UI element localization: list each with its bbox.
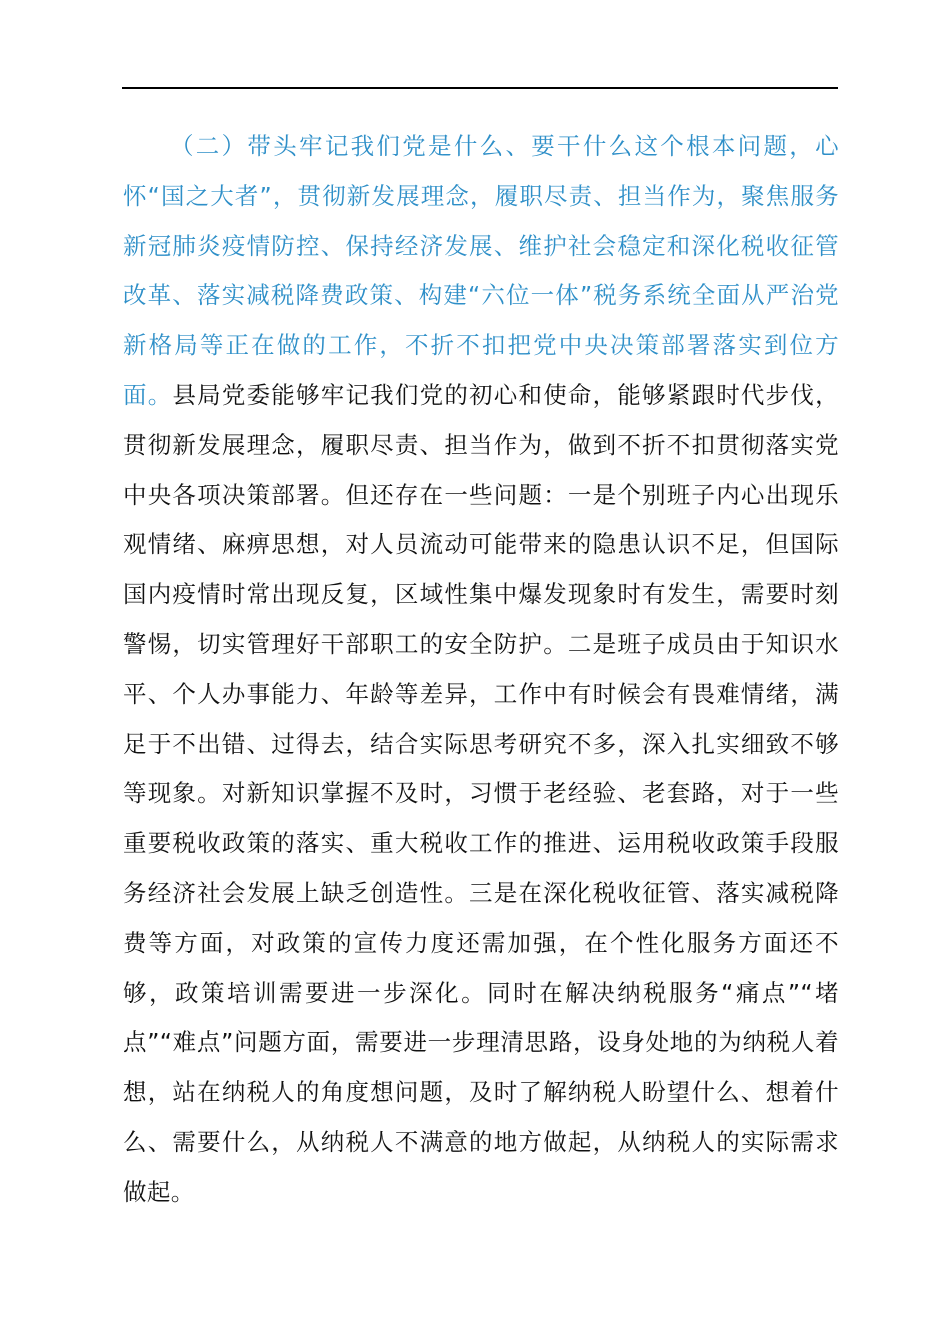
paragraph-body: 县局党委能够牢记我们党的初心和使命，能够紧跟时代步伐，贯彻新发展理念，履职尽责、担当作为，做到不折不扣贯彻落实党中央各项决策部署。但还存在一些问题：一是个别班子内心出现乐观情绪、麻痹思想，对人员流动可能带来的隐患认识不足，但国际国内疫情时常出现反复，区域性集中爆发现象时有发生，需要时刻警惕，切实管理好干部职工的安全防护。二是班子成员由于知识水平、个人办事能力、年龄等差异，工作中有时候会有畏难情绪，满足于不出错、过得去，结合实际思考研究不多，深入扎实细致不够等现象。对新知识掌握不及时，习惯于老经验、老套路，对于一些重要税收政策的落实、重大税收工作的推进、运用税收政策手段服务经济社会发展上缺乏创造性。三是在深化税收征管、落实减税降费等方面，对政策的宣传力度还需加强，在个性化服务方面还不够，政策培训需要进一步深化。同时在解决纳税服务“痛点”“堵点”“难点”问题方面，需要进一步理清思路，设身处地的为纳税人着想，站在纳税人的角度想问题，及时了解纳税人盼望什么、想着什么、需要什么，从纳税人不满意的地方做起，从纳税人的实际需求做起。 [123, 380, 839, 1206]
header-rule [122, 87, 838, 89]
paragraph [123, 122, 839, 1218]
section-heading: （二）带头牢记我们党是什么、要干什么这个根本问题，心怀“国之大者”，贯彻新发展理念，履职尽责、担当作为，聚焦服务新冠肺炎疫情防控、保持经济发展、维护社会稳定和深化税收征管改革、落实减税降费政策、构建“六位一体”税务系统全面从严治党新格局等正在做的工作，不折不扣把党中央决策部署落实到位方面。 [123, 132, 839, 409]
